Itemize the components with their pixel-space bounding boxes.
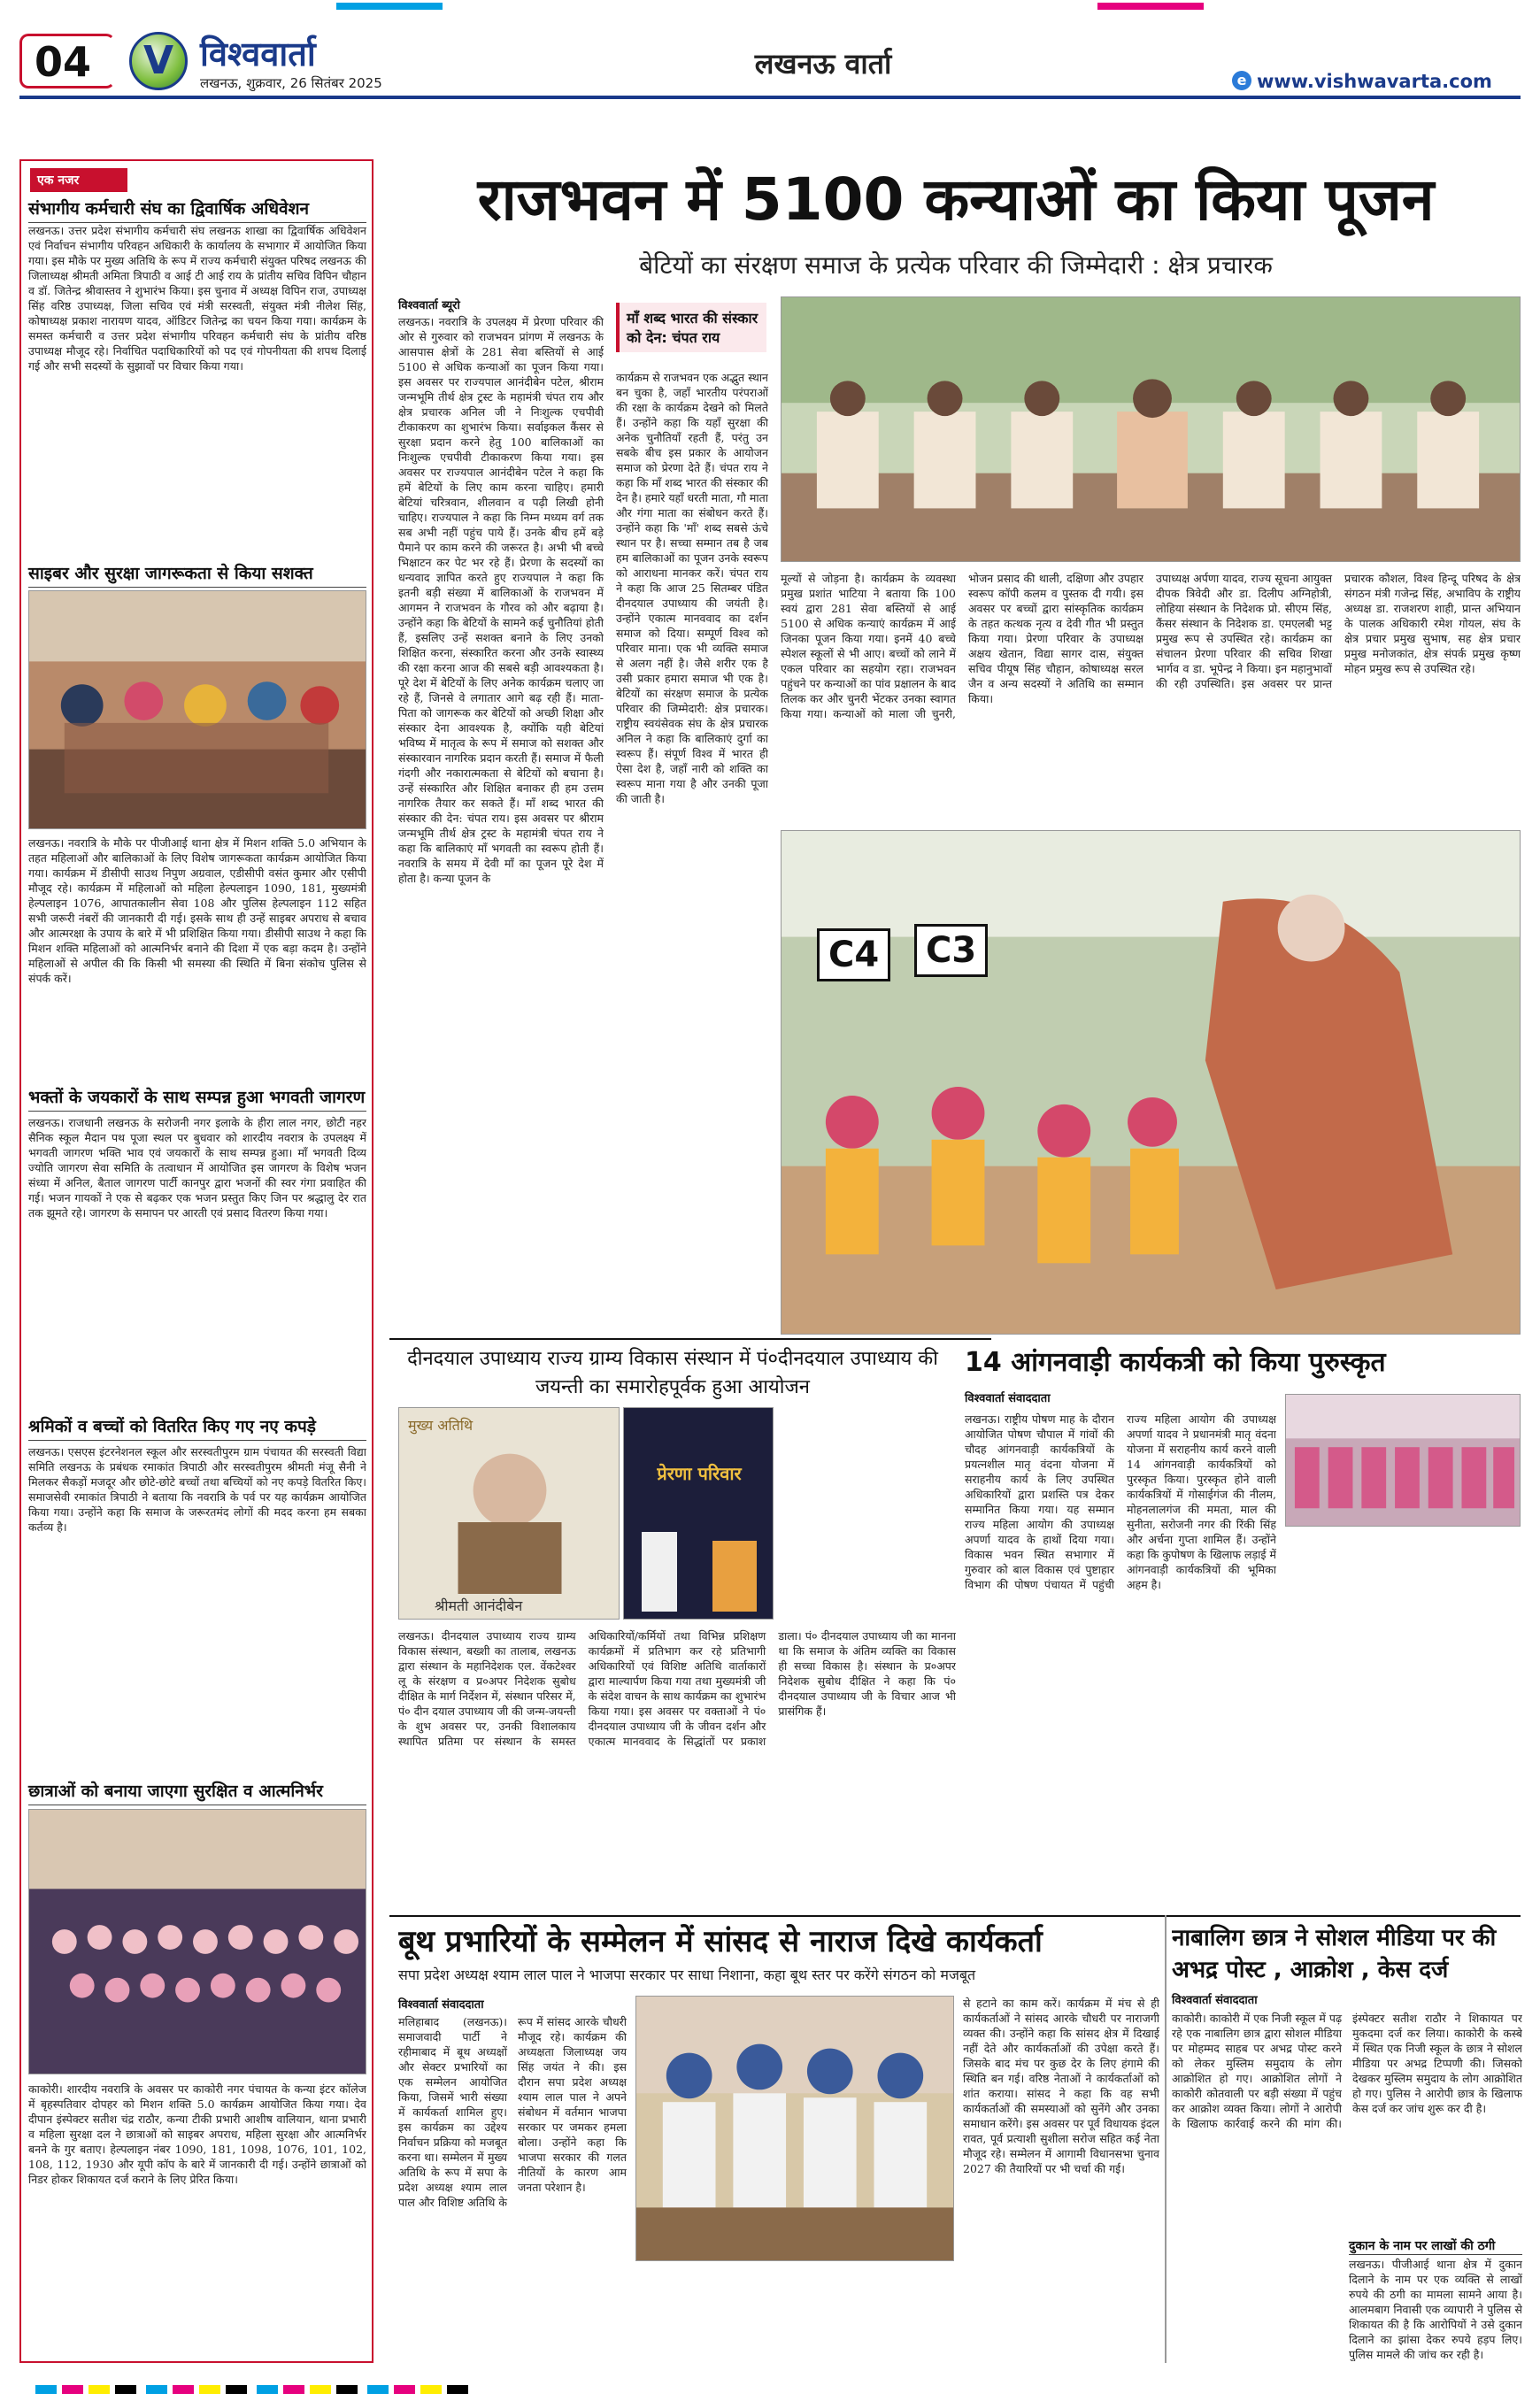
photo-caption-name: श्रीमती आनंदीबेन xyxy=(435,1597,523,1614)
e-globe-icon: e xyxy=(1232,71,1251,90)
registration-bar-bottom xyxy=(35,2381,1505,2393)
sidebar-item-headline: छात्राओं को बनाया जाएगा सुरक्षित व आत्मनिर्भर xyxy=(28,1779,366,1805)
website-link[interactable]: www.vishwavarta.com xyxy=(1257,71,1492,92)
sidebar-item-body: लखनऊ। नवरात्रि के मौके पर पीजीआई थाना क्षेत्र में मिशन शक्ति 5.0 अभियान के तहत महिलाओं और बालिकाओं के लिए विशेष जागरूकता कार्यक्रम आयोजित किया गया। कार्यक्रम में डीसीपी साउथ निपुण अग्रवाल, एडीसीपी वसंत कुमार और एसीपी मौजूद रहे। कार्यक्रम में महिलाओं को महिला हेल्पलाइन 1090, 181, मुख्यमंत्री हेल्पलाइन 1076, आपातकालीन सेवा 108 और पुलिस हेल्पलाइन 112 सहित सभी जरूरी नंबरों की जानकारी दी गई। इसके साथ ही उन्हें साइबर अपराध से बचाव और आत्मरक्षा के उपाय के बारे में भी प्रशिक्षित किया गया। डीसीपी साउथ ने कहा कि मिशन शक्ति महिलाओं को आत्मनिर्भर बनाने की दिशा में एक बड़ा कदम है। उन्होंने महिलाओं से अपील की कि किसी भी समस्या की स्थिति में बिना संकोच पुलिस से संपर्क करें। xyxy=(28,836,366,985)
lead-photo-dignitaries xyxy=(781,296,1521,562)
minor-sub-headline: दुकान के नाम पर लाखों की ठगी xyxy=(1349,2237,1522,2255)
photo-caption-chief-guest: मुख्य अतिथि xyxy=(408,1417,474,1434)
anganwadi-body-extra xyxy=(1285,1535,1521,1907)
masthead xyxy=(0,0,1540,99)
deendayal-body-cols: लखनऊ। दीनदयाल उपाध्याय राज्य ग्राम्य विकास संस्थान, बख्शी का तालाब, लखनऊ द्वारा संस्थान के महानिदेशक एल. वेंकटेश्वर लू के संरक्षण व प्र०अपर निदेशक सुबोध दीक्षित के मार्ग निर्देशन में, संस्थान परिसर में, पं० दीन दयाल उपाध्याय जी की जन्म-जयन्ती के शुभ अवसर पर, उनकी विशालकाय स्थापित प्रतिमा पर संस्थान के समस्त अधिकारियों/कर्मियों तथा विभिन्न प्रशिक्षण कार्यक्रमों में प्रतिभाग कर रहे प्रतिभागी अधिकारियों एवं विशिष्ट अतिथि वार्ताकारों द्वारा माल्यार्पण किया गया तथा मुख्यमंत्री जी के संदेश वाचन के साथ कार्यक्रम का शुभारंभ किया गया। इस अवसर पर वक्ताओं ने पं० दीनदयाल उपाध्याय जी के जीवन दर्शन और एकात्म मानववाद के सिद्धांतों पर प्रकाश डाला। पं० दीनदयाल उपाध्याय जी का मानना था कि समाज के अंतिम व्यक्ति का विकास ही सच्चा विकास है। संस्थान के प्र०अपर निदेशक सुबोध दीक्षित ने कहा कि पं० दीनदयाल उपाध्याय जी के विचार आज भी प्रासंगिक हैं। xyxy=(398,1629,956,1748)
booth-subheadline: सपा प्रदेश अध्यक्ष श्याम लाल पाल ने भाजपा सरकार पर साधा निशाना, कहा बूथ स्तर पर करेंगे संगठन को मजबूत xyxy=(398,1966,976,1983)
lead-subheadline: बेटियों का संरक्षण समाज के प्रत्येक परिवार की जिम्मेदारी : क्षेत्र प्रचारक xyxy=(639,250,1273,280)
booth-headline: बूथ प्रभारियों के सम्मेलन में सांसद से नाराज दिखे कार्यकर्ता xyxy=(398,1924,1043,1959)
page-number: 04 xyxy=(35,38,92,86)
masthead-rule xyxy=(19,96,1521,99)
pullquote-text: माँ शब्द भारत की संस्कार को देन: चंपत राय xyxy=(627,310,758,346)
logo-icon: V xyxy=(129,32,188,90)
sidebar-item-body: लखनऊ। उत्तर प्रदेश संभागीय कर्मचारी संघ लखनऊ शाखा का द्विवार्षिक अधिवेशन एवं निर्वाचन संभागीय परिवहन अधिकारी के कार्यालय के सभागार में आयोजित किया गया। इस मौके पर मुख्य अतिथि के रूप में राज्य कर्मचारी संयुक्त परिषद लखनऊ की जिलाध्यक्ष श्रीमती अमिता त्रिपाठी व आई टी आई राय के प्रांतीय सचिव विपिन चौहान व डॉ. जितेन्द्र श्रीवास्तव ने शुभारंभ किया। इस चुनाव में अध्यक्ष विपिन राज, उपाध्यक्ष सिंह वरिष्ठ उपाध्यक्ष, जिला सचिव एवं मंत्री सरस्वती, संयुक्त मंत्री नीलेश सिंह, कोषाध्यक्ष प्रकाश नारायण यादव, ऑडिटर जितेन्द्र का चयन किया गया। कार्यक्रम के समस्त कर्मचारी व उत्तर प्रदेश संभागीय परिवहन कर्मचारी संघ के प्रांतीय वरिष्ठ उपाध्यक्ष मौजूद रहे। निर्वाचित पदाधिकारियों को पद एवं गोपनीयता की शपथ दिलाई गई और सभी सदस्यों के सुझावों पर विचार किया गया। xyxy=(28,224,366,373)
sidebar-item-headline: साइबर और सुरक्षा जागरूकता से किया सशक्त xyxy=(28,561,366,588)
section-title: लखनऊ वार्ता xyxy=(754,47,892,81)
page-number-box xyxy=(19,34,115,88)
anganwadi-headline: 14 आंगनवाड़ी कार्यकत्री को किया पुरुस्कृत xyxy=(965,1347,1386,1378)
minor-body-extra xyxy=(1172,2237,1340,2361)
sidebar-item-headline: संभागीय कर्मचारी संघ का द्विवार्षिक अधिवेशन xyxy=(28,196,366,223)
seat-tag-c4: C4 xyxy=(817,928,890,981)
lead-body-col2: कार्यक्रम से राजभवन एक अद्भुत स्थान बन चुका है, जहाँ भारतीय परंपराओं की रक्षा के कार्यक्रम देखने को मिलते हैं। उन्होंने कहा कि यहाँ सुरक्षा की अनेक चुनौतियाँ रहती हैं, परंतु उन सबके बीच इस प्रकार के आयोजन समाज को प्रेरणा देते हैं। चंपत राय ने कहा कि माँ शब्द भारत की संस्कार की देन है। हमारे यहाँ धरती माता, गौ माता और गंगा माता का संबोधन करते हैं। उन्होंने कहा कि 'माँ' शब्द सबसे ऊंचे स्थान पर है। सच्चा सम्मान तब है जब हम बालिकाओं का पूजन उनके स्वरूप को आराधना मानकर करें। चंपत राय ने कहा कि आज 25 सितम्बर पंडित दीनदयाल उपाध्याय की जयंती है। उन्होंने एकात्म मानववाद का दर्शन समाज को दिया। सम्पूर्ण विश्व को परिवार माना। एक भी व्यक्ति समाज से अलग नहीं है। जैसे शरीर एक है उसी प्रकार हमारा समाज भी एक है। बेटियों का संरक्षण समाज के प्रत्येक परिवार की जिम्मेदारी: क्षेत्र प्रचारक। राष्ट्रीय स्वयंसेवक संघ के क्षेत्र प्रचारक अनिल ने कहा कि बालिकाएं दुर्गा का स्वरूप हैं। संपूर्ण विश्व में भारत ही ऐसा देश है, जहाँ नारी को शक्ति का स्वरूप माना गया है और उनकी पूजा की जाती है। xyxy=(616,371,768,805)
banner-title: प्रेरणा परिवार xyxy=(657,1463,742,1484)
sidebar-label: एक नजर xyxy=(30,168,127,192)
anganwadi-byline: विश्ववार्ता संवाददाता xyxy=(965,1392,1051,1405)
sidebar-item-body: काकोरी। शारदीय नवरात्रि के अवसर पर काकोरी नगर पंचायत के कन्या इंटर कॉलेज में बृहस्पतिवार दोपहर को मिशन शक्ति 5.0 कार्यक्रम आयोजित किया गया। देव दीपान इंस्पेक्टर सतीश चंद्र राठौर, कन्या टीकी प्रभारी आशीष वालियान, थाना प्रभारी व महिला सुरक्षा दल ने छात्राओं को साइबर अपराध, महिला सुरक्षा और आत्मनिर्भर बनने के गुर बताए। हेल्पलाइन नंबर 1090, 181, 1098, 1076, 101, 102, 108, 112, 1930 और यूपी कॉप के बारे में जानकारी दी गई। उन्होंने छात्राओं को निडर होकर शिकायत दर्ज कराने के लिए प्रेरित किया। xyxy=(28,2082,366,2186)
lead-headline: राजभवन में 5100 कन्याओं का किया पूजन xyxy=(477,165,1435,234)
lead-body-col3: मूल्यों से जोड़ना है। कार्यक्रम के व्यवस्था प्रमुख प्रशांत भाटिया ने बताया कि 100 स्वयं द्वारा 281 सेवा बस्तियों से आई 5100 से अधिक कन्याएं कार्यक्रम में आई जिनका पूजन किया गया। इनमें 40 बच्चे स्पेशल स्कूलों से भी आए। बच्चों को लाने में एकल परिवार का सहयोग रहा। राजभवन पहुंचने पर कन्याओं का पांव प्रक्षालन के बाद तिलक कर और चुनरी भेंटकर उनका स्वागत किया गया। कन्याओं को माला जी चुनरी, भोजन प्रसाद की थाली, दक्षिणा और उपहार स्वरूप कॉपी कलम व पुस्तक दी गयी। इस अवसर पर बच्चों द्वारा सांस्कृतिक कार्यक्रम के तहत कत्थक नृत्य व देवी गीत भी प्रस्तुत किया गया। प्रेरणा परिवार के उपाध्यक्ष अक्षय खेतान, विद्या सागर दास, संयुक्त सचिव पीयूष सिंह चौहान, कोषाध्यक्ष सरल जैन व अन्य सदस्यों ने अतिथि का सम्मान किया। xyxy=(781,572,1143,720)
deendayal-headline: दीनदयाल उपाध्याय राज्य ग्राम्य विकास संस्थान में पं०दीनदयाल उपाध्याय की जयन्ती का समारोहपूर्वक हुआ आयोजन xyxy=(407,1348,938,1398)
lead-pullquote xyxy=(616,303,766,352)
lead-photo-governor xyxy=(398,1407,620,1620)
minor-body: काकोरी। काकोरी में एक निजी स्कूल में पढ़ रहे एक नाबालिग छात्र द्वारा सोशल मीडिया पर मोहम्मद साहब पर अभद्र पोस्ट करने को लेकर मुस्लिम समुदाय के लोग आक्रोशित हो गए। आक्रोशित लोगों ने काकोरी कोतवाली पर बड़ी संख्या में पहुंच कर आक्रोश व्यक्त किया। लोगों ने आरोपी के खिलाफ कार्रवाई करने की मांग की। इंस्पेक्टर सतीश राठौर ने शिकायत पर मुकदमा दर्ज कर लिया। काकोरी के कस्बे में स्थित एक निजी स्कूल के छात्र ने सोशल मीडिया पर अभद्र टिप्पणी की। जिसको देखकर मुस्लिम समुदाय के लोग आक्रोशित हो गए। पुलिस ने आरोपी छात्र के खिलाफ केस दर्ज कर जांच शुरू कर दी है। xyxy=(1172,2012,1522,2130)
booth-photo xyxy=(635,1996,954,2261)
sidebar xyxy=(19,159,373,2363)
anganwadi-photo xyxy=(1285,1394,1521,1527)
sidebar-photo-students xyxy=(28,1809,366,2074)
minor-headline: नाबालिग छात्र ने सोशल मीडिया पर की अभद्र पोस्ट , आक्रोश , केस दर्ज xyxy=(1172,1925,1497,1983)
paper-name: विश्ववार्ता xyxy=(200,35,316,73)
booth-body-left: मलिहाबाद (लखनऊ)। समाजवादी पार्टी ने रहीमाबाद में बूथ अध्यक्षों और सेक्टर प्रभारियों का एक सम्मेलन आयोजित किया, जिसमें भारी संख्या में कार्यकर्ता शामिल हुए। इस कार्यक्रम का उद्देश्य निर्वाचन प्रक्रिया को मजबूत करना था। सम्मेलन में मुख्य अतिथि के रूप में सपा के प्रदेश अध्यक्ष श्याम लाल पाल और विशिष्ट अतिथि के रूप में सांसद आरके चौधरी मौजूद रहे। कार्यक्रम की अध्यक्षता जिलाध्यक्ष जय सिंह जयंत ने की। इस दौरान सपा प्रदेश अध्यक्ष श्याम लाल पाल ने अपने संबोधन में वर्तमान भाजपा सरकार पर जमकर हमला बोला। उन्होंने कहा कि भाजपा सरकार की गलत नीतियों के कारण आम जनता परेशान है। xyxy=(398,2015,627,2209)
lead-photo-stage xyxy=(623,1407,774,1620)
lead-photo-kanya-pujan xyxy=(781,830,1521,1335)
sidebar-item-body: लखनऊ। राजधानी लखनऊ के सरोजनी नगर इलाके के हीरा लाल नगर, छोटी नहर सैनिक स्कूल मैदान पथ पूजा स्थल पर बुधवार को शारदीय नवरात्र के उपलक्ष्य में भगवती जागरण भक्ति भाव एवं जयकारों के साथ सम्पन्न हुआ। माँ भगवती दिव्य ज्योति जागरण सेवा समिति के तत्वाधान में आयोजित इस जागरण के विशेष भजन संध्या में अनिल, बैताल जागरण पार्टी कानपुर द्वारा भजनों की स्वर गंगा प्रवाहित की गई। भजन गायकों ने एक से बढ़कर एक भजन प्रस्तुत किए जिन पर श्रद्धालु देर रात तक झूमते रहे। जागरण के समापन पर आरती एवं प्रसाद वितरण किया गया। xyxy=(28,1116,366,1220)
minor-byline: विश्ववार्ता संवाददाता xyxy=(1172,1994,1258,2007)
anganwadi-body-cols: लखनऊ। राष्ट्रीय पोषण माह के दौरान आयोजित पोषण चौपाल में गांवों की चौदह आंगनवाड़ी कार्यकत्रियों के प्रयत्नशील मातृ वंदना योजना में सराहनीय कार्य के लिए उपस्थित अधिकारियों द्वारा प्रशस्ति पत्र देकर सम्मानित किया गया। यह सम्मान राज्य महिला आयोग की उपाध्यक्ष अपर्णा यादव के हाथों दिया गया। विकास भवन स्थित सभागार में गुरुवार को बाल विकास एवं पुष्टाहार विभाग की पोषण पंचायत में पहुंची राज्य महिला आयोग की उपाध्यक्ष अपर्णा यादव ने प्रधानमंत्री मातृ वंदना योजना में सराहनीय कार्य करने वाली 14 आंगनवाड़ी कार्यकत्रियों को पुरस्कृत किया। पुरस्कृत होने वाली कार्यकत्रियों में गोसाईगंज की नीलम, मोहनलालगंज की ममता, माल की सुनीता, सरोजनी नगर की रिंकी सिंह और अर्चना गुप्ता शामिल हैं। उन्होंने कहा कि कुपोषण के खिलाफ लड़ाई में आंगनवाड़ी कार्यकत्रियों की भूमिका अहम है। xyxy=(965,1412,1276,1591)
registration-bar-top xyxy=(0,0,1540,12)
lead-byline: विश्ववार्ता ब्यूरो xyxy=(398,299,460,312)
minor-sub-body: लखनऊ। पीजीआई थाना क्षेत्र में दुकान दिलाने के नाम पर एक व्यक्ति से लाखों रुपये की ठगी का मामला सामने आया है। आलमबाग निवासी एक व्यापारी ने पुलिस से शिकायत की है कि आरोपियों ने उसे दुकान दिलाने का झांसा देकर रुपये हड़प लिए। पुलिस मामले की जांच कर रही है। xyxy=(1349,2258,1522,2361)
sidebar-photo-cyber xyxy=(28,590,366,829)
lead-body-col4: उपाध्यक्ष अर्पणा यादव, राज्य सूचना आयुक्त दीपक त्रिवेदी और डा. दिलीप अग्निहोत्री, लोहिया संस्थान के निदेशक प्रो. सीएम सिंह, कैंसर संस्थान के निदेशक डा. एमएलबी भट्ट प्रमुख रूप से उपस्थित रहे। कार्यक्रम का संचालन प्रेरणा परिवार की सचिव शिखा भार्गव व डा. भूपेन्द्र ने किया। इन महानुभावों की रही उपस्थिति। इस अवसर पर प्रान्त प्रचारक कौशल, विश्व हिन्दू परिषद के क्षेत्र संगठन मंत्री गजेन्द्र सिंह, अभाविप के राष्ट्रीय अध्यक्ष डा. राजशरण शाही, प्रान्त अभियान के पालक अधिकारी रमेश गोयल, संघ के क्षेत्र प्रचार प्रमुख सुभाष, सह क्षेत्र प्रचार प्रमुख मनोजकांत, क्षेत्र संपर्क प्रमुख कृष्ण मोहन प्रमुख रूप से उपस्थित रहे। xyxy=(1156,572,1521,690)
booth-byline: विश्ववार्ता संवाददाता xyxy=(398,1998,484,2012)
lead-body-col1: लखनऊ। नवरात्रि के उपलक्ष्य में प्रेरणा परिवार की ओर से गुरुवार को राजभवन प्रांगण में लखनऊ के आसपास क्षेत्रों के 281 सेवा बस्तियों से आई 5100 से अधिक कन्याओं का पूजन किया गया। इस अवसर पर राज्यपाल आनंदीबेन पटेल, श्रीराम जन्मभूमि तीर्थ क्षेत्र ट्रस्ट के महामंत्री चंपत राय और क्षेत्र प्रचारक अनिल जी ने निःशुल्क एचपीवी टीकाकरण का शुभारंभ किया। सर्वाइकल कैंसर से सुरक्षा प्रदान करने हेतु 100 बालिकाओं का निःशुल्क एचपीवी टीकाकरण किया गया। इस अवसर पर राज्यपाल आनंदीबेन पटेल ने कहा कि हमें बेटियों के लिए काम करना चाहिए। हमारी बेटियां चरित्रवान, शीलवान व पढ़ी लिखी होनी चाहिए। राज्यपाल ने कहा कि निम्न मध्यम वर्ग तक सब अभी नहीं पहुंच पाये हैं। उनके बीच हमें बड़े पैमाने पर काम करने की जरूरत है। अभी भी बच्चे भिक्षाटन कर पेट भर रहे हैं। प्रेरणा के सदस्यों का धन्यवाद ज्ञापित करते हुए राज्यपाल ने कहा कि इतनी बड़ी संख्या में बालिकाओं के राजभवन में आगमन ने राजभवन के गौरव को और बढ़ाया है। उन्होंने कहा कि बेटियों के सामने कई चुनौतियां होती हैं, इसलिए उन्हें सशक्त बनाने के लिए उनको शिक्षित करना, संस्कारित करना और उनके स्वास्थ्य की रक्षा करना आज की सबसे बड़ी आवश्यकता है। पूरे देश में बेटियों के लिए अनेक कार्यक्रम चलाए जा रहे हैं, जिनसे वे लगातार आगे बढ़ रही हैं। माता-पिता को जागरूक कर बेटियों को अच्छी शिक्षा और संस्कार देना आवश्यक है, क्योंकि यही बेटियां भविष्य में मातृत्व के रूप में समाज को सशक्त और संस्कारवान नागरिक प्रदान करती हैं। समाज में फैली गंदगी और नकारात्मकता से बेटियों को बचाना है। उन्हें संस्कारित और शिक्षित बनाकर ही हम उत्तम नागरिक तैयार कर सकते हैं। माँ शब्द भारत की संस्कार की देन: चंपत राय। इस अवसर पर श्रीराम जन्मभूमि तीर्थ क्षेत्र ट्रस्ट के महामंत्री चंपत राय ने कहा कि बालिकाएं माँ भगवती का स्वरूप होती हैं। नवरात्रि के समय में देवी माँ का पूजन पूरे देश में होता है। कन्या पूजन के xyxy=(398,315,604,885)
sidebar-item-body: लखनऊ। एसएस इंटरनेशनल स्कूल और सरस्वतीपुरम ग्राम पंचायत की सरस्वती विद्या समिति लखनऊ के प्रबंधक रमाकांत त्रिपाठी और सरस्वतीपुरम श्रीमती मंजू सैनी ने मिलकर सैकड़ों मजदूर और छोटे-छोटे बच्चों तथा बच्चियों को नए कपड़े वितरित किए। समाजसेवी रमाकांत त्रिपाठी ने बताया कि नवरात्रि के पर्व पर यह कार्यक्रम आयोजित किया गया। उन्होंने कहा कि समाज के जरूरतमंद लोगों की मदद करना हम सबका कर्तव्य है। xyxy=(28,1445,366,1534)
sidebar-item-headline: भक्तों के जयकारों के साथ सम्पन्न हुआ भगवती जागरण xyxy=(28,1085,366,1112)
sidebar-item-headline: श्रमिकों व बच्चों को वितरित किए गए नए कपड़े xyxy=(28,1414,366,1441)
booth-body-right: से हटाने का काम करें। कार्यक्रम में मंच से ही कार्यकर्ताओं ने सांसद आरके चौधरी पर नाराजगी व्यक्त की। उन्होंने कहा कि सांसद क्षेत्र में दिखाई नहीं देते और कार्यकर्ताओं की उपेक्षा करते हैं। जिसके बाद मंच पर कुछ देर के लिए हंगामे की स्थिति बन गई। वरिष्ठ नेताओं ने कार्यकर्ताओं को शांत कराया। सांसद ने कहा कि वह सभी कार्यकर्ताओं की समस्याओं को सुनेंगे और उनका समाधान करेंगे। इस अवसर पर पूर्व विधायक इंदल रावत, पूर्व प्रत्याशी सुशीला सरोज सहित कई नेता मौजूद रहे। सम्मेलन में आगामी विधानसभा चुनाव 2027 की तैयारियों पर भी चर्चा की गई। xyxy=(963,1997,1159,2175)
dateline: लखनऊ, शुक्रवार, 26 सितंबर 2025 xyxy=(200,75,382,91)
seat-tag-c3: C3 xyxy=(914,924,988,977)
